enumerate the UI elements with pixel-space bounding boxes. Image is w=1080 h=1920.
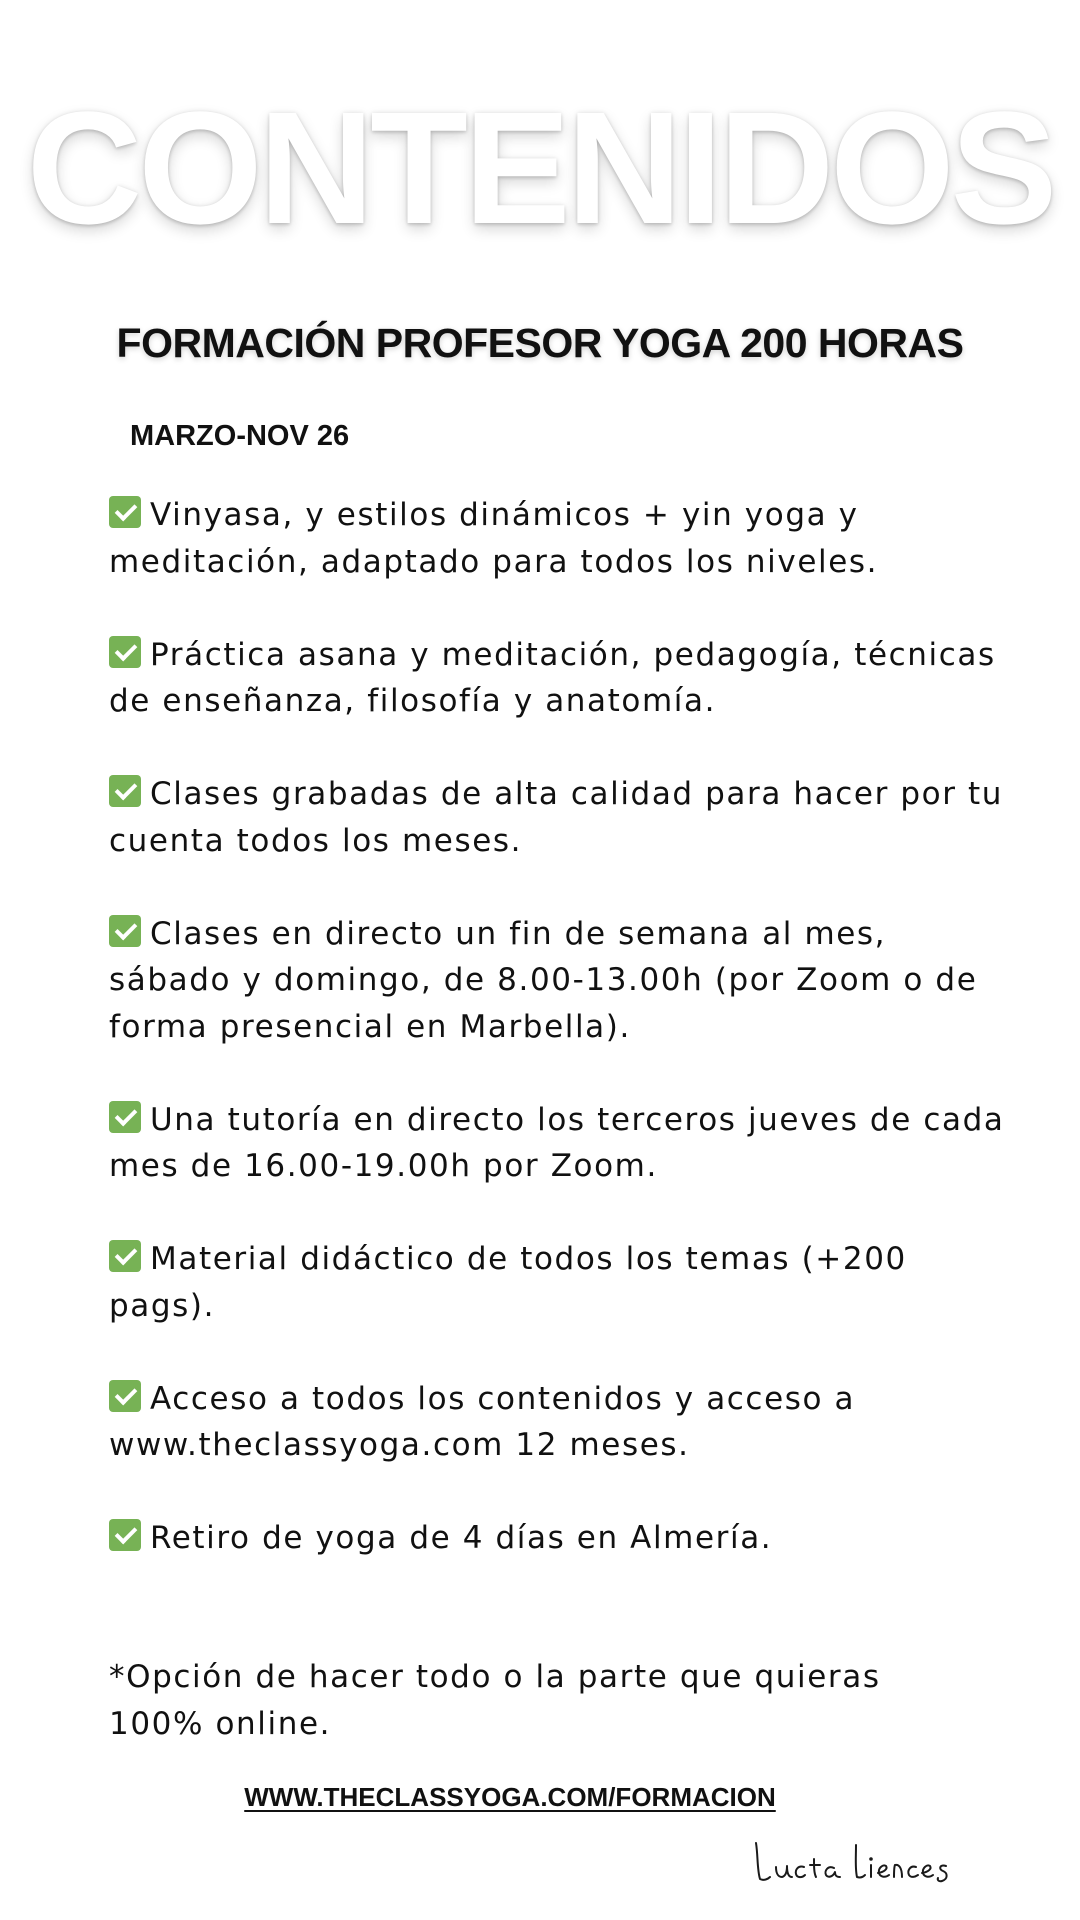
list-item: [109, 632, 1009, 725]
list-item: [109, 771, 1009, 864]
page-title: FORMACIÓN PROFESOR YOGA 200 HORAS: [116, 320, 964, 366]
check-mark-icon: [109, 915, 141, 947]
list-item: [109, 1236, 1009, 1329]
website-link[interactable]: WWW.THECLASSYOGA.COM/FORMACION: [244, 1782, 776, 1812]
list-item-text: Práctica asana y meditación, pedagogía, técnicas de enseñanza, filosofía y anatomía.: [109, 636, 996, 719]
hero-title: CONTENIDOS: [26, 78, 1054, 257]
check-mark-icon: [109, 1519, 141, 1551]
list-item: [109, 1097, 1009, 1190]
list-item-text: Una tutoría en directo los terceros jueves de cada mes de 16.00-19.00h por Zoom.: [109, 1101, 1005, 1184]
check-mark-icon: [109, 496, 141, 528]
list-item-text: Vinyasa, y estilos dinámicos + yin yoga y meditación, adaptado para todos los niveles.: [109, 497, 879, 580]
check-mark-icon: [109, 636, 141, 668]
list-item-text: Clases en directo un fin de semana al mes, sábado y domingo, de 8.00-13.00h (por Zoom o de forma presencial en Marbella).: [109, 915, 978, 1045]
contents-list: [109, 492, 1009, 1608]
list-item: [109, 492, 1009, 585]
list-item-text: Acceso a todos los contenidos y acceso a www.theclassyoga.com 12 meses.: [109, 1380, 856, 1463]
online-note: *Opción de hacer todo o la parte que quieras 100% online.: [109, 1659, 881, 1742]
list-item-text: Clases grabadas de alta calidad para hacer por tu cuenta todos los meses.: [109, 776, 1004, 859]
check-mark-icon: [109, 1101, 141, 1133]
signature: [752, 1835, 962, 1895]
check-mark-icon: [109, 1240, 141, 1272]
check-mark-icon: [109, 775, 141, 807]
list-item-text: Material didáctico de todos los temas (+200 pags).: [109, 1241, 907, 1324]
list-item: [109, 911, 1009, 1051]
list-item-text: Retiro de yoga de 4 días en Almería.: [150, 1520, 773, 1556]
list-item: [109, 1515, 1009, 1562]
course-dates: MARZO-NOV 26: [130, 420, 350, 452]
check-mark-icon: [109, 1380, 141, 1412]
list-item: [109, 1376, 1009, 1469]
